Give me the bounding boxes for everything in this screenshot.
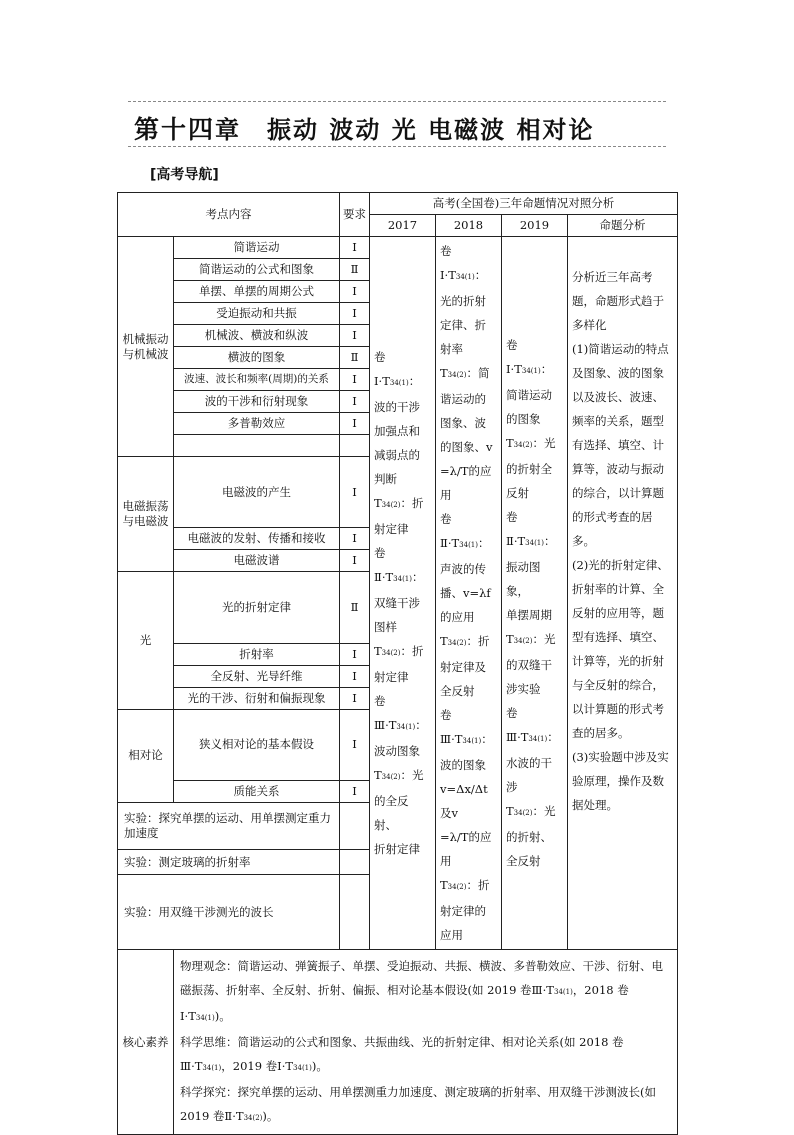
- req-cell: Ⅰ: [340, 281, 370, 303]
- nav-label: [高考导航]: [150, 167, 219, 183]
- group-name: 光: [118, 572, 174, 709]
- topic-cell: 狭义相对论的基本假设: [174, 709, 340, 780]
- year-2018-cell: 卷Ⅰ·T34(1)： 光的折射 定律、折 射率 T34(2)：简 谐运动的 图象、波 的图象、v =λ/T的应 用 卷Ⅱ·T34(1)： 声波的传 播、v=λf 的应用 T34(2)：折 射定律及 全反射 卷Ⅲ·T34(1)： 波的图象 v=Δx/Δt及v =λ/T的应 用 T34(2)：折 射定律的 应用: [436, 237, 502, 950]
- topic-cell: 多普勒效应: [174, 413, 340, 435]
- core-row: [118, 950, 678, 1135]
- topic-cell: 简谐运动: [174, 237, 340, 259]
- core-label: 核心素养: [118, 950, 174, 1135]
- group-name: 相对论: [118, 709, 174, 802]
- req-cell: Ⅱ: [340, 347, 370, 369]
- year-header: 2017: [370, 215, 436, 237]
- year-2017-cell: 卷Ⅰ·T34(1)： 波的干涉 加强点和 减弱点的 判断 T34(2)：折 射定律 卷Ⅱ·T34(1)： 双缝干涉 图样 T34(2)：折 射定律 卷Ⅲ·T34(1)： 波动图象 T34(2)：光 的全反射、 折射定律: [370, 237, 436, 950]
- req-cell: Ⅰ: [340, 325, 370, 347]
- topic-cell: 横波的图象: [174, 347, 340, 369]
- topic-cell: [174, 435, 340, 457]
- topic-cell: 全反射、光导纤维: [174, 665, 340, 687]
- req-cell: [340, 875, 370, 950]
- col-group-header: 高考(全国卷)三年命题情况对照分析: [370, 193, 678, 215]
- req-cell: Ⅰ: [340, 550, 370, 572]
- req-cell: Ⅰ: [340, 237, 370, 259]
- group-name: 电磁振荡与电磁波: [118, 457, 174, 572]
- title-prefix: 第: [134, 115, 162, 144]
- topic-cell: 波速、波长和频率(周期)的关系: [174, 369, 340, 391]
- title-rest: 章 振动 波动 光 电磁波 相对论: [215, 116, 595, 144]
- req-cell: Ⅰ: [340, 709, 370, 780]
- topic-cell: 受迫振动和共振: [174, 303, 340, 325]
- exam-guide-table: [117, 192, 678, 1135]
- analysis-cell: 分析近三年高考题，命题形式趋于多样化 (1)简谐运动的特点及图象、波的图象以及波长、波速、频率的关系，题型有选择、填空、计算等，波动与振动的综合，以计算题的形式考查的居多。 (2)光的折射定律、折射率的计算、全反射的应用等，题型有选择、填空、计算等，光的折射与全反射的综合，以计算题的形式考查的居多。 (3)实验题中涉及实验原理，操作及数据处理。: [568, 237, 678, 950]
- analysis-header: 命题分析: [568, 215, 678, 237]
- chapter-title: [134, 110, 594, 146]
- year-header: 2018: [436, 215, 502, 237]
- topic-cell: 简谐运动的公式和图象: [174, 259, 340, 281]
- group-name: 机械振动与机械波: [118, 237, 174, 457]
- req-cell: Ⅰ: [340, 303, 370, 325]
- req-cell: [340, 435, 370, 457]
- col-topic-header: 考点内容: [118, 193, 340, 237]
- table-row: [118, 237, 678, 259]
- experiment-cell: 实验：探究单摆的运动、用单摆测定重力加速度: [118, 803, 340, 850]
- req-cell: Ⅰ: [340, 643, 370, 665]
- req-cell: [340, 803, 370, 850]
- req-cell: Ⅰ: [340, 369, 370, 391]
- topic-cell: 电磁波的发射、传播和接收: [174, 528, 340, 550]
- header-divider-top: [128, 101, 666, 102]
- req-cell: Ⅰ: [340, 687, 370, 709]
- req-cell: Ⅱ: [340, 259, 370, 281]
- req-cell: Ⅰ: [340, 391, 370, 413]
- topic-cell: 机械波、横波和纵波: [174, 325, 340, 347]
- req-cell: Ⅱ: [340, 572, 370, 643]
- core-content: 物理观念：简谐运动、弹簧振子、单摆、受迫振动、共振、横波、多普勒效应、干涉、衍射、电磁振荡、折射率、全反射、折射、偏振、相对论基本假设(如 2019 卷Ⅲ·T34(1)，2018 卷Ⅰ·T34(1))。 科学思维：简谐运动的公式和图象、共振曲线、光的折射定律、相对论关系(如 2018 卷Ⅲ·T34(1)，2019 卷Ⅰ·T34(1))。 科学探究：探究单摆的运动、用单摆测重力加速度、测定玻璃的折射率、用双缝干涉测波长(如 2019 卷Ⅱ·T34(2))。: [174, 950, 678, 1135]
- year-2019-cell: 卷Ⅰ·T34(1)： 简谐运动 的图象 T34(2)：光 的折射全 反射 卷Ⅱ·T34(1)： 振动图象， 单摆周期 T34(2)：光 的双缝干 涉实验 卷Ⅲ·T34(1)： 水波的干 涉 T34(2)：光 的折射、 全反射: [502, 237, 568, 950]
- header-row: [118, 193, 678, 215]
- req-cell: Ⅰ: [340, 457, 370, 528]
- topic-cell: 波的干涉和衍射现象: [174, 391, 340, 413]
- title-mark: 十四: [161, 115, 216, 144]
- req-cell: Ⅰ: [340, 781, 370, 803]
- experiment-cell: 实验：用双缝干涉测光的波长: [118, 875, 340, 950]
- topic-cell: 折射率: [174, 643, 340, 665]
- req-cell: [340, 850, 370, 875]
- req-cell: Ⅰ: [340, 665, 370, 687]
- topic-cell: 单摆、单摆的周期公式: [174, 281, 340, 303]
- topic-cell: 电磁波谱: [174, 550, 340, 572]
- experiment-cell: 实验：测定玻璃的折射率: [118, 850, 340, 875]
- col-req-header: 要求: [340, 193, 370, 237]
- topic-cell: 光的折射定律: [174, 572, 340, 643]
- topic-cell: 电磁波的产生: [174, 457, 340, 528]
- topic-cell: 质能关系: [174, 781, 340, 803]
- req-cell: Ⅰ: [340, 413, 370, 435]
- year-header: 2019: [502, 215, 568, 237]
- header-divider-bottom: [128, 146, 666, 147]
- topic-cell: 光的干涉、衍射和偏振现象: [174, 687, 340, 709]
- req-cell: Ⅰ: [340, 528, 370, 550]
